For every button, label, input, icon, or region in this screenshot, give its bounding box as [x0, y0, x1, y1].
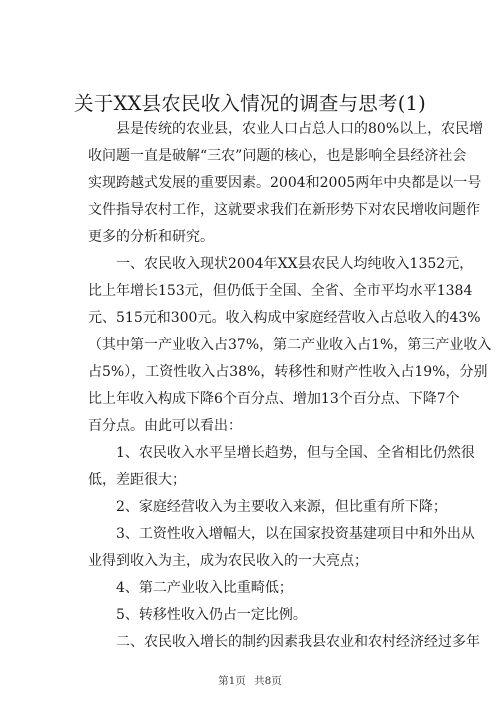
paragraph-line: 比上年收入构成下降6个百分点、增加13个百分点、下降7个: [88, 391, 460, 407]
list-item-line: 5、转移性收入仍占一定比例。: [116, 607, 307, 623]
paragraph-line: 二、农民收入增长的制约因素我县农业和农村经济经过多年: [116, 634, 480, 650]
list-item-line: 4、第二产业收入比重畸低；: [116, 580, 293, 596]
list-item-line: 业得到收入为主，成为农民收入的一大亮点；: [88, 553, 368, 569]
list-item-line: 低，差距很大；: [88, 472, 186, 488]
paragraph-line: 百分点。由此可以看出：: [88, 418, 242, 434]
paragraph-line: 元、515元和300元。收入构成中家庭经营收入占总收入的43%: [88, 310, 481, 326]
page-footer: [0, 673, 500, 688]
paragraph-line: （其中第一产业收入占37%，第二产业收入占1%，第三产业收入: [88, 337, 492, 353]
paragraph-line: 更多的分析和研究。: [88, 229, 214, 245]
list-item-line: 2、家庭经营收入为主要收入来源，但比重有所下降；: [116, 499, 447, 515]
document-title: 关于XX县农民收入情况的调查与思考(1): [74, 92, 426, 115]
paragraph-line: 文件指导农村工作，这就要求我们在新形势下对农民增收问题作: [88, 202, 480, 218]
paragraph-line: 比上年增长153元，但仍低于全国、全省、全市平均水平1384: [88, 283, 473, 299]
paragraph-line: 收问题一直是破解“三农”问题的核心，也是影响全县经济社会: [88, 148, 467, 164]
paragraph-line: 县是传统的农业县，农业人口占总人口的80%以上，农民增: [116, 121, 484, 137]
list-item-line: 1、农民收入水平呈增长趋势，但与全国、全省相比仍然很: [116, 445, 475, 461]
document-body: [88, 116, 492, 656]
total-pages: 共8页: [254, 675, 282, 687]
list-item-line: 3、工资性收入增幅大，以在国家投资基建项目中和外出从: [116, 526, 475, 542]
paragraph-line: 实现跨越式发展的重要因素。2004和2005两年中央都是以一号: [88, 175, 482, 191]
paragraph-line: 占5%），工资性收入占38%，转移性和财产性收入占19%，分别: [88, 364, 488, 380]
page-number: 第1页: [218, 675, 246, 687]
paragraph-line: 一、农民收入现状2004年XX县农民人均纯收入1352元，: [116, 256, 474, 272]
